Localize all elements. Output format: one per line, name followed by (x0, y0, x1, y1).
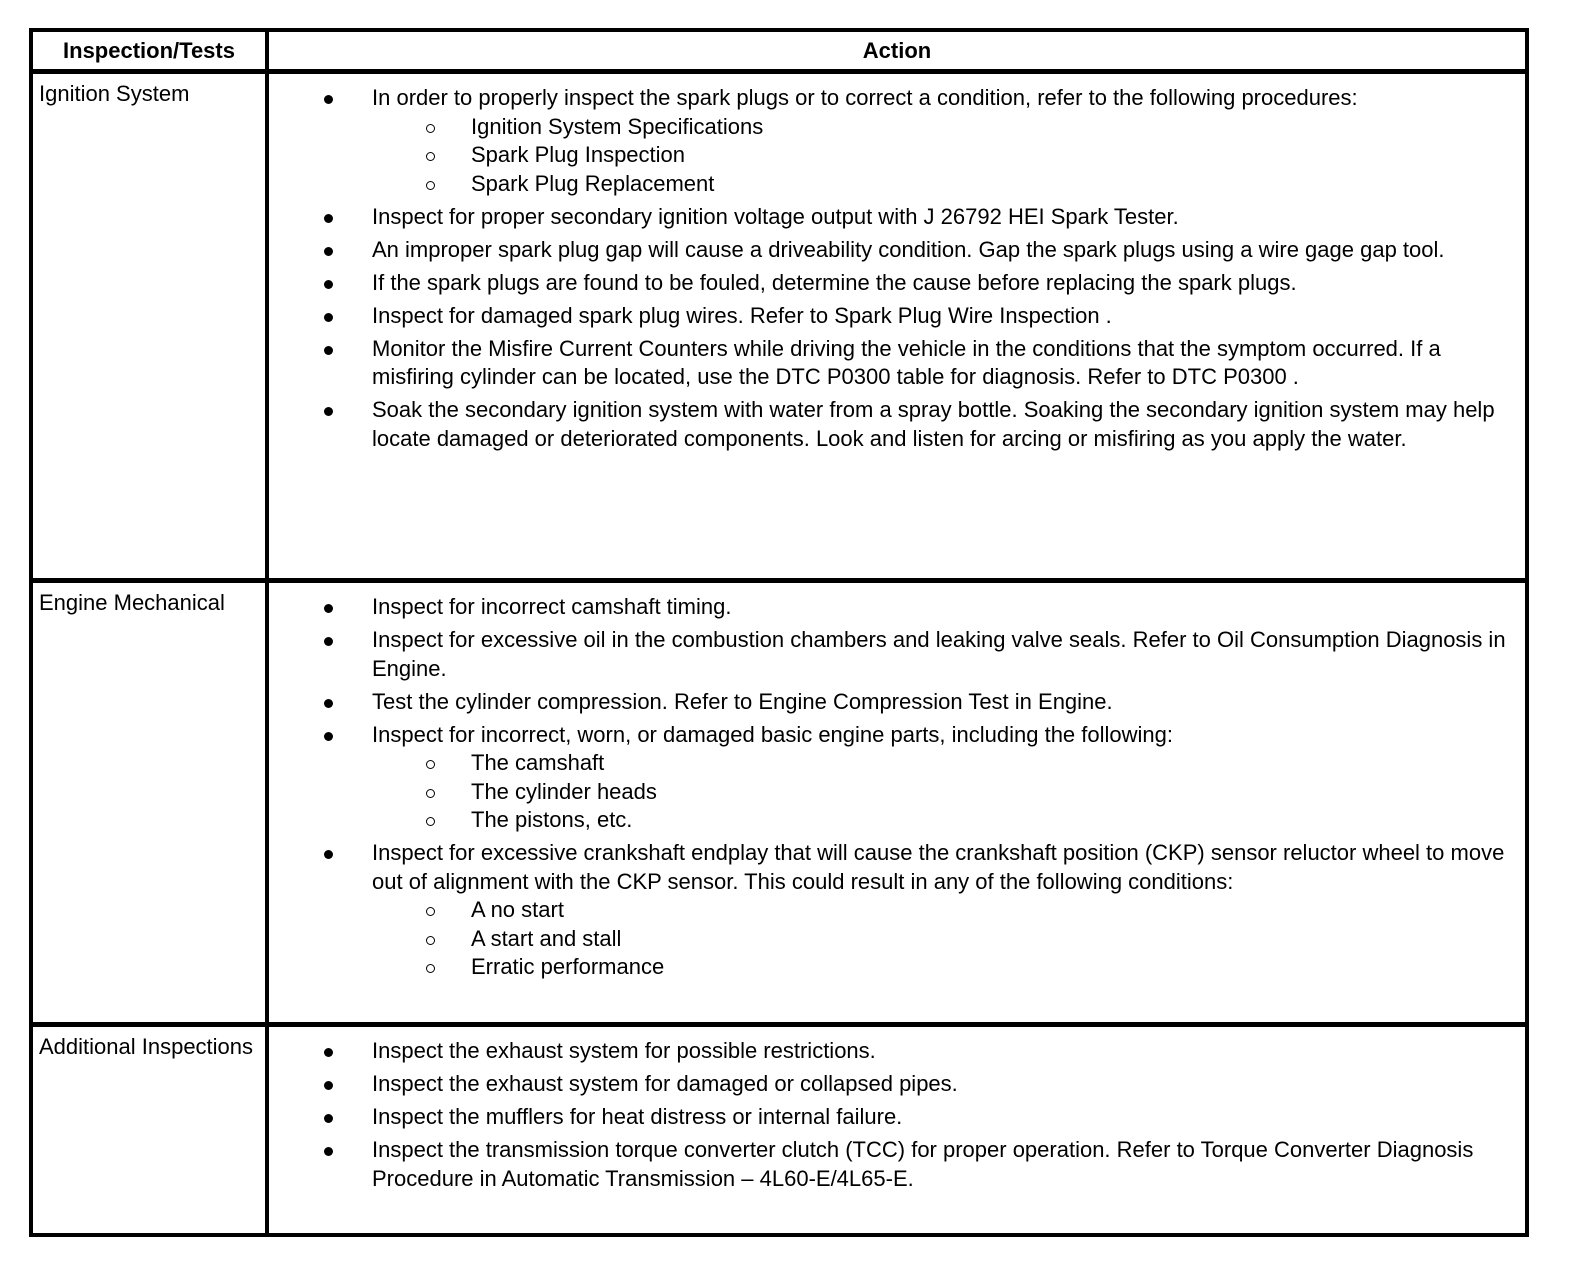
row-label-additional-inspections: Additional Inspections (39, 1034, 254, 1059)
actions-additional-inspections (269, 1037, 1517, 1198)
circle-bullet-icon (426, 817, 435, 826)
list-item: Inspect for excessive oil in the combustion chambers and leaking valve seals. Refer to Oil Consumption Diagnosis in Engine. (269, 626, 1517, 683)
list-item: If the spark plugs are found to be fouled, determine the cause before replacing the spark plugs. (269, 269, 1517, 298)
bullet-icon (324, 95, 333, 104)
circle-bullet-icon (426, 152, 435, 161)
bullet-icon (324, 699, 333, 708)
list-item: Inspect the mufflers for heat distress or internal failure. (269, 1103, 1517, 1132)
sub-list-item: Spark Plug Replacement (372, 170, 1517, 199)
list-item: Inspect the exhaust system for possible restrictions. (269, 1037, 1517, 1066)
circle-bullet-icon (426, 907, 435, 916)
row-label-engine-mechanical: Engine Mechanical (39, 590, 225, 615)
list-item: Inspect the exhaust system for damaged or collapsed pipes. (269, 1070, 1517, 1099)
sub-list-item: The cylinder heads (372, 778, 1517, 807)
bullet-icon (324, 280, 333, 289)
sub-list-item: The pistons, etc. (372, 806, 1517, 835)
bullet-icon (324, 247, 333, 256)
list-item: Inspect the transmission torque converter clutch (TCC) for proper operation. Refer to Torque Converter Diagnosis Procedure in Automatic Transmission – 4L60-E/4L65-E. (269, 1136, 1517, 1193)
bullet-icon (324, 1114, 333, 1123)
row-label-ignition-system: Ignition System (39, 81, 190, 106)
circle-bullet-icon (426, 789, 435, 798)
list-item: Inspect for proper secondary ignition voltage output with J 26792 HEI Spark Tester. (269, 203, 1517, 232)
bullet-icon (324, 604, 333, 613)
sub-list-item: Spark Plug Inspection (372, 141, 1517, 170)
list-item: An improper spark plug gap will cause a driveability condition. Gap the spark plugs using a wire gage gap tool. (269, 236, 1517, 265)
list-item: Soak the secondary ignition system with water from a spray bottle. Soaking the secondary ignition system may help locate damaged or deteriorated components. Look and listen for arcing or misfiring as you apply the water. (269, 396, 1517, 453)
bullet-icon (324, 637, 333, 646)
bullet-icon (324, 1147, 333, 1156)
actions-ignition-system (269, 84, 1517, 458)
sub-list-item: A no start (372, 896, 1517, 925)
header-divider (33, 69, 1525, 74)
sub-list-item: The camshaft (372, 749, 1517, 778)
bullet-icon (324, 214, 333, 223)
sub-list-item: Ignition System Specifications (372, 113, 1517, 142)
bullet-icon (324, 1048, 333, 1057)
list-item: Test the cylinder compression. Refer to Engine Compression Test in Engine. (269, 688, 1517, 717)
circle-bullet-icon (426, 181, 435, 190)
actions-engine-mechanical (269, 593, 1517, 986)
bullet-icon (324, 313, 333, 322)
bullet-icon (324, 732, 333, 741)
list-item: Monitor the Misfire Current Counters while driving the vehicle in the conditions that the symptom occurred. If a misfiring cylinder can be located, use the DTC P0300 table for diagnosis. Refer to DTC P0300 . (269, 335, 1517, 392)
header-inspection-tests: Inspection/Tests (63, 37, 235, 63)
sub-list-item: Erratic performance (372, 953, 1517, 982)
circle-bullet-icon (426, 124, 435, 133)
row-divider (33, 578, 1525, 583)
bullet-icon (324, 850, 333, 859)
circle-bullet-icon (426, 936, 435, 945)
list-item: Inspect for excessive crankshaft endplay that will cause the crankshaft position (CKP) sensor reluctor wheel to move out of alignment with the CKP sensor. This could result in any of the following conditions: A no start A start and stall Erratic performance (269, 839, 1517, 982)
inspection-table (29, 28, 1529, 1237)
sub-list-item: A start and stall (372, 925, 1517, 954)
header-action: Action (862, 37, 932, 63)
bullet-icon (324, 1081, 333, 1090)
circle-bullet-icon (426, 760, 435, 769)
list-item: In order to properly inspect the spark plugs or to correct a condition, refer to the following procedures: Ignition System Specifications Spark Plug Inspection Spark Plug Replacement (269, 84, 1517, 198)
row-divider (33, 1022, 1525, 1027)
list-item: Inspect for incorrect camshaft timing. (269, 593, 1517, 622)
bullet-icon (324, 346, 333, 355)
circle-bullet-icon (426, 964, 435, 973)
list-item: Inspect for damaged spark plug wires. Refer to Spark Plug Wire Inspection . (269, 302, 1517, 331)
list-item: Inspect for incorrect, worn, or damaged basic engine parts, including the following: The camshaft The cylinder heads The pistons, etc. (269, 721, 1517, 835)
bullet-icon (324, 407, 333, 416)
